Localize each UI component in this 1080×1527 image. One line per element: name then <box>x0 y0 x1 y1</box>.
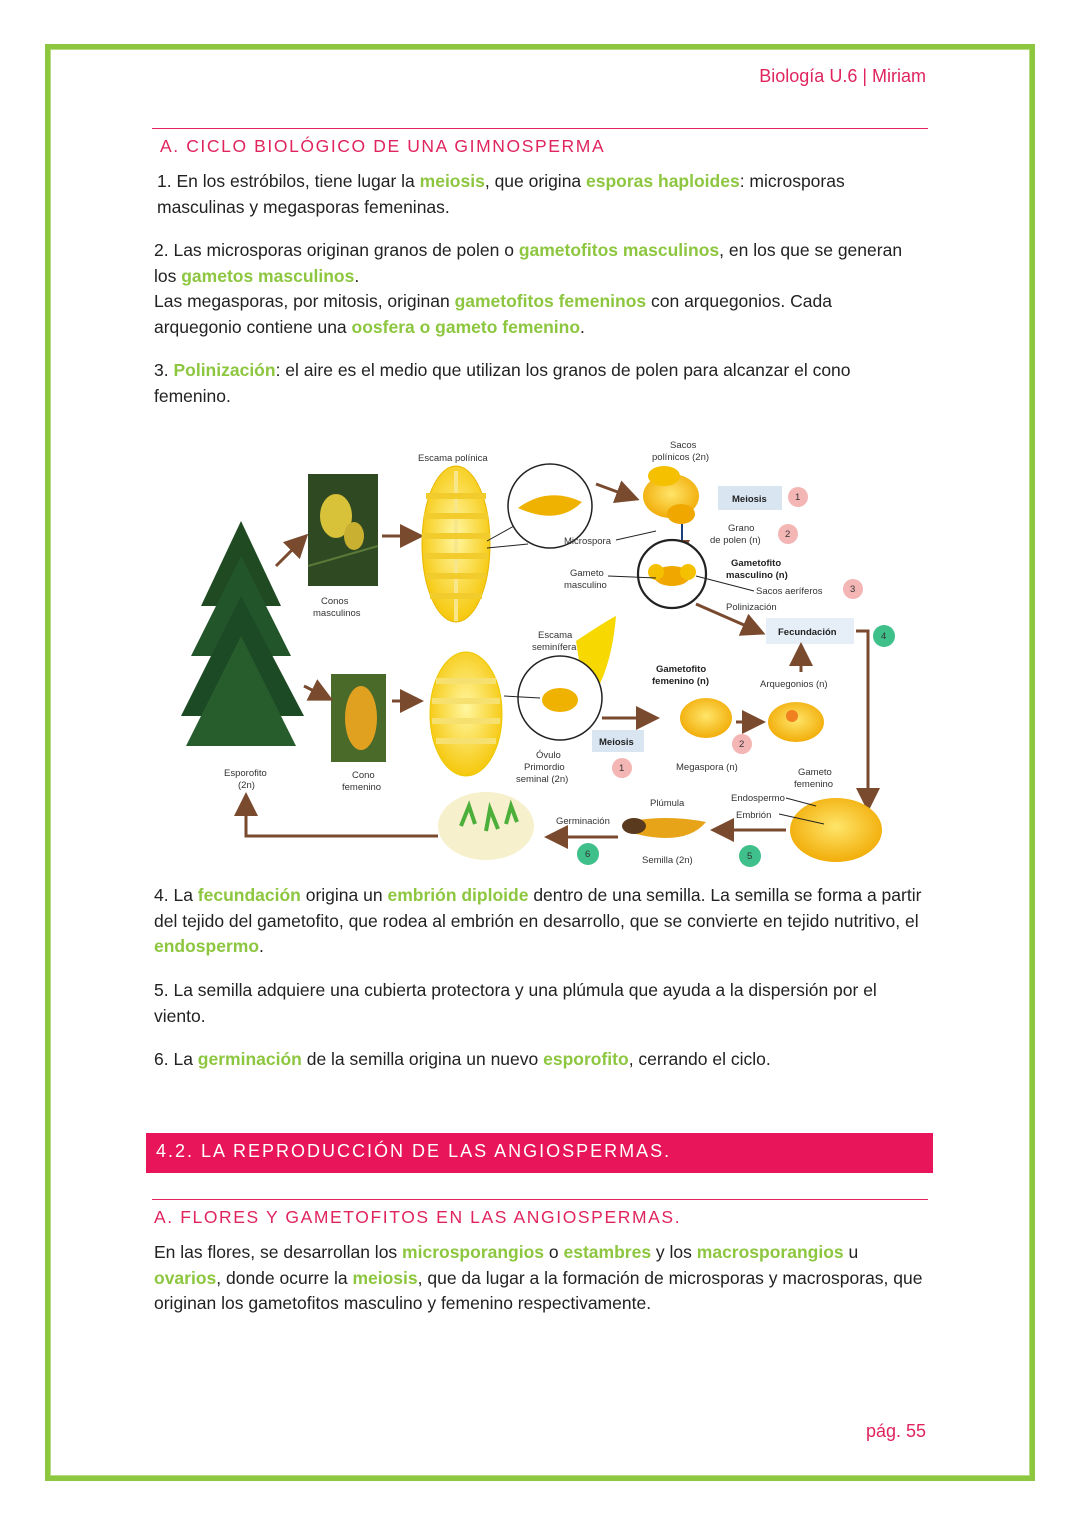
step-badge-2b-label: 2 <box>739 739 745 750</box>
step-badge-6-label: 6 <box>585 849 591 860</box>
paragraph-3: 3. Polinización: el aire es el medio que utilizan los granos de polen para alcanzar el cono femenino. <box>154 360 851 406</box>
step-badge-1b-label: 1 <box>619 763 625 774</box>
seedling-icon <box>438 792 534 860</box>
label-gameto-2: masculino <box>564 580 607 591</box>
label-grano-2: de polen (n) <box>710 535 761 546</box>
label-polinizacion: Polinización <box>726 602 777 613</box>
label-germinacion: Germinación <box>556 816 610 827</box>
label-cono-femenino: Cono <box>352 770 375 781</box>
label-endospermo: Endospermo <box>731 793 785 804</box>
section-banner-angiosperms <box>146 1133 933 1173</box>
male-cones-photo <box>308 474 378 586</box>
label-ovulo-2: Primordio <box>524 762 565 773</box>
section-rule-top <box>152 128 928 129</box>
page-number: pág. 55 <box>865 1421 926 1441</box>
label-gametofito-fem: Gametofito <box>656 664 707 675</box>
step-badge-2-label: 2 <box>785 529 791 540</box>
label-meiosis-2: Meiosis <box>599 737 634 748</box>
pollen-sacs-icon <box>643 466 699 524</box>
paragraph-1: 1. En los estróbilos, tiene lugar la meiosis, que origina esporas haploides: microsporas masculinas y megasporas femeninas. <box>157 171 845 217</box>
label-fecundacion: Fecundación <box>778 627 837 638</box>
label-gametofito-fem-2: femenino (n) <box>652 676 709 687</box>
step-badge-3-label: 3 <box>850 584 856 595</box>
section-rule-bottom <box>152 1199 928 1200</box>
label-conos-masculinos-2: masculinos <box>313 608 361 619</box>
label-arquegonios: Arquegonios (n) <box>760 679 828 690</box>
label-sacos-aeriferos: Sacos aeríferos <box>756 586 823 597</box>
label-grano: Grano <box>728 523 755 534</box>
label-plumula: Plúmula <box>650 798 685 809</box>
label-cono-femenino-2: femenino <box>342 782 382 793</box>
gymnosperm-life-cycle-diagram <box>156 426 926 886</box>
section-title-gymnosperm: A. CICLO BIOLÓGICO DE UNA GIMNOSPERMA <box>160 136 606 156</box>
label-ovulo-3: seminal (2n) <box>516 774 569 785</box>
section-title-angiosperm-flowers: A. FLORES Y GAMETOFITOS EN LAS ANGIOSPERMAS. <box>154 1207 682 1227</box>
label-escama-polinica: Escama polínica <box>418 453 488 464</box>
label-esporofito-2: (2n) <box>238 780 255 791</box>
label-semilla: Semilla (2n) <box>642 855 693 866</box>
winged-seed-icon <box>622 818 706 838</box>
label-escama-seminifera: Escama <box>538 630 573 641</box>
female-cone-photo <box>331 674 386 762</box>
female-cone-section <box>430 652 502 776</box>
paragraph-2: 2. Las microsporas originan granos de polen o gametofitos masculinos, en los que se generan los gametos masculinos. Las megasporas, por mitosis, originan gametofitos femeninos con arquegonios. Cada arquegonio contiene una oosfera o gameto femenino. <box>154 240 903 337</box>
seed-embryo-icon <box>790 798 882 862</box>
male-cone-section <box>422 466 490 622</box>
paragraph-6: 6. La germinación de la semilla origina un nuevo esporofito, cerrando el ciclo. <box>154 1049 771 1069</box>
label-gametofito-masc: Gametofito <box>731 558 782 569</box>
label-sacos-2: polínicos (2n) <box>652 452 710 463</box>
label-megaspora: Megaspora (n) <box>676 762 738 773</box>
paragraph-5: 5. La semilla adquiere una cubierta protectora y una plúmula que ayuda a la dispersión por el viento. <box>154 980 877 1026</box>
label-ovulo: Óvulo <box>536 750 561 761</box>
paragraph-7: En las flores, se desarrollan los microsporangios o estambres y los macrosporangios u ovarios, donde ocurre la meiosis, que da lugar a la formación de microsporas y macrosporas, que originan los gametofitos masculino y femenino respectivamente. <box>154 1242 923 1313</box>
label-gameto-femenino-2: femenino <box>794 779 834 790</box>
female-gametophyte-icon <box>680 698 732 738</box>
label-sacos: Sacos <box>670 440 697 451</box>
running-header: Biología U.6 | Miriam <box>759 66 926 86</box>
step-badge-4-label: 4 <box>881 631 887 642</box>
label-embrion: Embrión <box>736 810 772 821</box>
ovule-icon <box>542 688 578 712</box>
archegonia-icon <box>768 702 824 742</box>
step-badge-5-label: 5 <box>747 851 753 862</box>
banner-title: 4.2. LA REPRODUCCIÓN DE LAS ANGIOSPERMAS. <box>156 1141 672 1161</box>
label-esporofito: Esporofito <box>224 768 267 779</box>
label-meiosis-1: Meiosis <box>732 494 767 505</box>
label-gametofito-masc-2: masculino (n) <box>726 570 788 581</box>
paragraph-4: 4. La fecundación origina un embrión diploide dentro de una semilla. La semilla se forma a partir del tejido del gametofito, que rodea al embrión en desarrollo, que se convierte en tejido nutritivo, el endospermo. <box>154 885 922 956</box>
label-microspora: Microspora <box>564 536 611 547</box>
label-gameto-femenino: Gameto <box>798 767 832 778</box>
step-badge-1-label: 1 <box>795 492 801 503</box>
label-escama-seminifera-2: seminífera <box>532 642 577 653</box>
label-gameto: Gameto <box>570 568 604 579</box>
label-conos-masculinos: Conos <box>321 596 349 607</box>
